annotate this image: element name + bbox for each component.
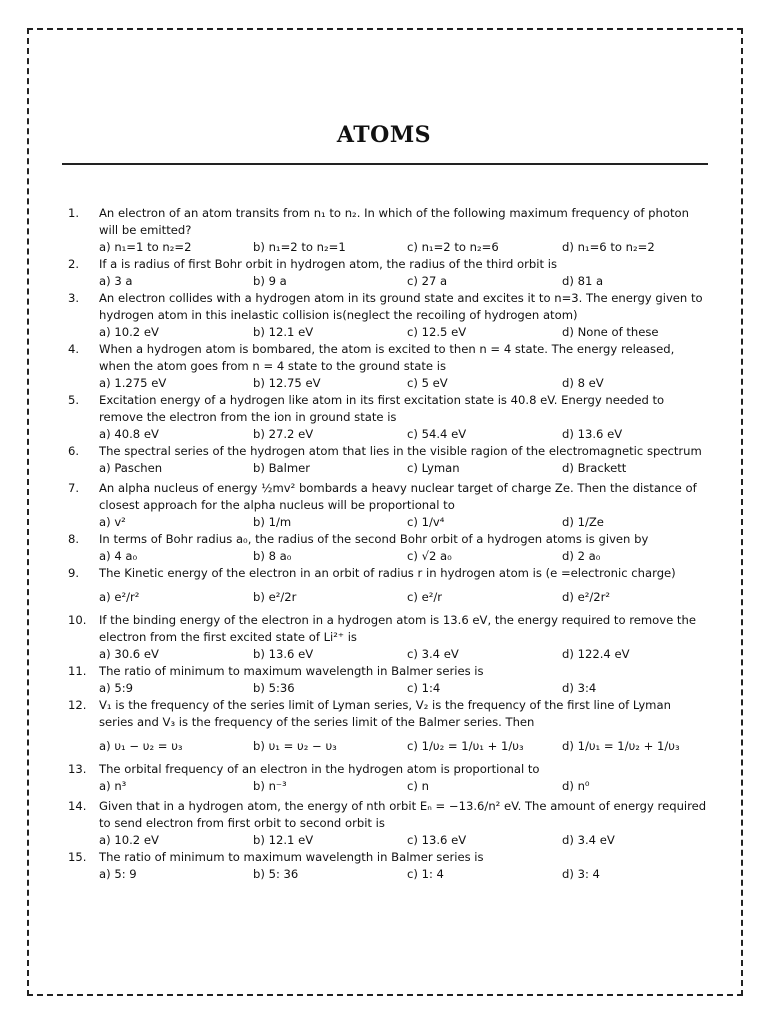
answer-option: c) 1/υ₂ = 1/υ₁ + 1/υ₃ (407, 739, 524, 753)
question-item (68, 290, 708, 341)
option-row (68, 273, 708, 290)
page-title: ATOMS (336, 122, 432, 148)
question-number: 11. (68, 664, 87, 678)
question-item (68, 761, 708, 795)
answer-option: d) 122.4 eV (562, 647, 630, 661)
answer-option: a) Paschen (99, 461, 163, 475)
answer-option: b) 13.6 eV (253, 647, 314, 661)
answer-option: c) 5 eV (407, 376, 448, 390)
answer-option: a) 5: 9 (99, 867, 137, 881)
question-text: The spectral series of the hydrogen atom that lies in the visible ragion of the electromagnetic spectrum (99, 444, 702, 458)
option-row (68, 239, 708, 256)
question-item (68, 256, 708, 290)
question-number: 9. (68, 566, 80, 580)
answer-option: b) 5:36 (253, 681, 295, 695)
answer-option: b) 12.1 eV (253, 325, 314, 339)
question-item (68, 531, 708, 565)
question-text: An alpha nucleus of energy ½mv² bombards a heavy nuclear target of charge Ze. Then the distance of closest approach for the alpha nucleus will be proportional to (99, 481, 697, 512)
answer-option: d) n₁=6 to n₂=2 (562, 240, 655, 254)
answer-option: b) 5: 36 (253, 867, 299, 881)
question-number: 4. (68, 342, 80, 356)
option-row (68, 324, 708, 341)
question-text: The ratio of minimum to maximum wavelength in Balmer series is (99, 850, 484, 864)
answer-option: a) n₁=1 to n₂=2 (99, 240, 192, 254)
question-text: The orbital frequency of an electron in the hydrogen atom is proportional to (99, 762, 540, 776)
question-text: The Kinetic energy of the electron in an orbit of radius r in hydrogen atom is (e =electronic charge) (99, 566, 676, 580)
option-row (68, 680, 708, 697)
question-number: 3. (68, 291, 80, 305)
answer-option: d) Brackett (562, 461, 627, 475)
question-item (68, 565, 708, 612)
answer-option: d) 3:4 (562, 681, 597, 695)
question-number: 12. (68, 698, 87, 712)
answer-option: d) 3.4 eV (562, 833, 615, 847)
answer-option: d) 1/Ze (562, 515, 604, 529)
answer-option: a) n³ (99, 779, 127, 793)
option-row (68, 514, 708, 531)
question-number: 8. (68, 532, 80, 546)
answer-option: b) 12.75 eV (253, 376, 321, 390)
answer-option: b) 9 a (253, 274, 287, 288)
answer-option: c) Lyman (407, 461, 460, 475)
answer-option: d) n⁰ (562, 779, 590, 793)
question-text: An electron of an atom transits from n₁ to n₂. In which of the following maximum frequency of photon will be emitted? (99, 206, 689, 237)
question-item (68, 480, 708, 531)
answer-option: a) 10.2 eV (99, 833, 159, 847)
question-item (68, 205, 708, 256)
answer-option: b) n₁=2 to n₂=1 (253, 240, 346, 254)
answer-option: c) 3.4 eV (407, 647, 459, 661)
question-number: 15. (68, 850, 87, 864)
answer-option: d) 8 eV (562, 376, 604, 390)
question-text: In terms of Bohr radius a₀, the radius of the second Bohr orbit of a hydrogen atoms is given by (99, 532, 649, 546)
option-row (68, 866, 708, 883)
question-item (68, 697, 708, 761)
answer-option: a) 3 a (99, 274, 133, 288)
question-item (68, 392, 708, 443)
question-text: If the binding energy of the electron in a hydrogen atom is 13.6 eV, the energy required to remove the electron from the first excited state of Li²⁺ is (99, 613, 696, 644)
question-item (68, 341, 708, 392)
question-number: 13. (68, 762, 87, 776)
answer-option: c) n (407, 779, 429, 793)
option-row (68, 832, 708, 849)
answer-option: c) e²/r (407, 590, 443, 604)
question-list (68, 205, 708, 883)
answer-option: a) 5:9 (99, 681, 133, 695)
option-row (68, 778, 708, 795)
question-item (68, 443, 708, 477)
question-text: The ratio of minimum to maximum wavelength in Balmer series is (99, 664, 484, 678)
question-text: Excitation energy of a hydrogen like atom in its first excitation state is 40.8 eV. Energy needed to remove the electron from the ion in ground state is (99, 393, 665, 424)
answer-option: a) υ₁ − υ₂ = υ₃ (99, 739, 183, 753)
answer-option: b) 27.2 eV (253, 427, 314, 441)
question-text: Given that in a hydrogen atom, the energy of nth orbit Eₙ = −13.6/n² eV. The amount of energy required to send electron from first orbit to second orbit is (99, 799, 707, 830)
answer-option: c) n₁=2 to n₂=6 (407, 240, 499, 254)
title-rule (62, 163, 708, 165)
question-text: If a is radius of first Bohr orbit in hydrogen atom, the radius of the third orbit is (99, 257, 557, 271)
answer-option: c) 54.4 eV (407, 427, 467, 441)
answer-option: c) 12.5 eV (407, 325, 467, 339)
option-row (68, 426, 708, 443)
question-text: V₁ is the frequency of the series limit of Lyman series, V₂ is the frequency of the first line of Lyman series and V₃ is the frequency of the series limit of the Balmer series. Then (99, 698, 671, 729)
question-number: 6. (68, 444, 80, 458)
option-row (68, 731, 708, 761)
answer-option: d) 13.6 eV (562, 427, 623, 441)
option-row (68, 460, 708, 477)
question-text: An electron collides with a hydrogen atom in its ground state and excites it to n=3. The energy given to hydrogen atom in this inelastic collision is(neglect the recoiling of hydrogen atom) (99, 291, 703, 322)
question-number: 5. (68, 393, 80, 407)
answer-option: c) 1: 4 (407, 867, 444, 881)
option-row (68, 375, 708, 392)
answer-option: a) 30.6 eV (99, 647, 159, 661)
answer-option: c) 1:4 (407, 681, 441, 695)
answer-option: d) 81 a (562, 274, 604, 288)
answer-option: d) e²/2r² (562, 590, 611, 604)
answer-option: d) 3: 4 (562, 867, 600, 881)
answer-option: a) v² (99, 515, 126, 529)
answer-option: a) 10.2 eV (99, 325, 159, 339)
question-item (68, 612, 708, 663)
option-row (68, 548, 708, 565)
answer-option: b) n⁻³ (253, 779, 287, 793)
answer-option: a) 1.275 eV (99, 376, 167, 390)
question-number: 1. (68, 206, 80, 220)
question-number: 14. (68, 799, 87, 813)
question-number: 7. (68, 481, 80, 495)
answer-option: b) 12.1 eV (253, 833, 314, 847)
answer-option: c) 27 a (407, 274, 448, 288)
question-item (68, 663, 708, 697)
answer-option: c) √2 a₀ (407, 549, 452, 563)
answer-option: c) 1/v⁴ (407, 515, 445, 529)
question-text: When a hydrogen atom is bombared, the atom is excited to then n = 4 state. The energy released, when the atom goes from n = 4 state to the ground state is (99, 342, 675, 373)
question-item (68, 798, 708, 849)
answer-option: a) e²/r² (99, 590, 140, 604)
answer-option: d) None of these (562, 325, 659, 339)
answer-option: a) 4 a₀ (99, 549, 138, 563)
answer-option: d) 1/υ₁ = 1/υ₂ + 1/υ₃ (562, 739, 680, 753)
answer-option: b) υ₁ = υ₂ − υ₃ (253, 739, 337, 753)
answer-option: b) Balmer (253, 461, 311, 475)
answer-option: b) e²/2r (253, 590, 297, 604)
question-item (68, 849, 708, 883)
answer-option: a) 40.8 eV (99, 427, 159, 441)
answer-option: d) 2 a₀ (562, 549, 601, 563)
option-row (68, 646, 708, 663)
question-number: 2. (68, 257, 80, 271)
option-row (68, 582, 708, 612)
answer-option: b) 1/m (253, 515, 292, 529)
question-number: 10. (68, 613, 87, 627)
answer-option: b) 8 a₀ (253, 549, 292, 563)
answer-option: c) 13.6 eV (407, 833, 467, 847)
